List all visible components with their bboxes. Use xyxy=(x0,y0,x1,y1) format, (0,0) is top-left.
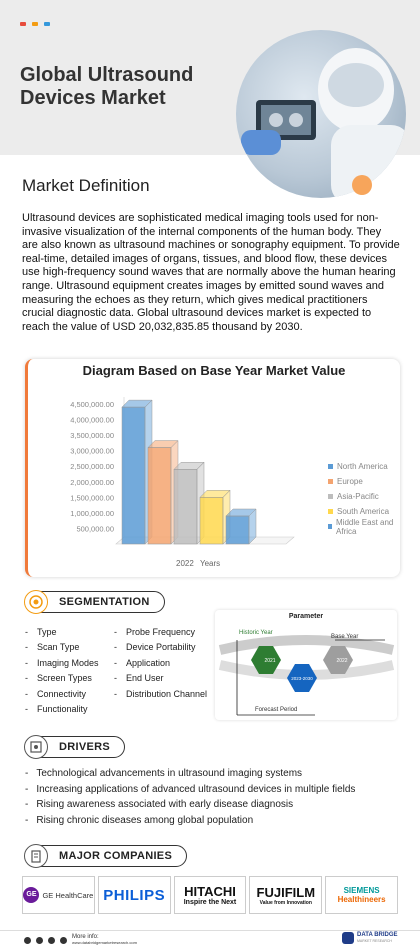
y-tick-label: 2,000,000.00 xyxy=(70,477,114,487)
list-item: - Device Portability xyxy=(114,640,207,656)
historic-year-label: Historic Year xyxy=(239,630,273,636)
legend-item xyxy=(328,489,400,504)
list-item: - Connectivity xyxy=(25,686,99,702)
philips-name: PHILIPS xyxy=(103,886,166,904)
legend-swatch xyxy=(328,464,333,469)
instagram-icon[interactable] xyxy=(60,937,67,944)
list-item: - Rising awareness associated with early disease diagnosis xyxy=(25,797,355,813)
segmentation-list-2 xyxy=(114,624,207,702)
y-tick-label: 3,000,000.00 xyxy=(70,446,114,456)
hitachi-tagline: Inspire the Next xyxy=(183,899,237,906)
list-item: - Type xyxy=(25,624,99,640)
page-title xyxy=(20,64,220,110)
footer-social xyxy=(24,934,137,946)
list-item: - End User xyxy=(114,671,207,687)
red-dot xyxy=(20,22,26,26)
siemens-logo xyxy=(325,876,398,914)
segmentation-title: SEGMENTATION xyxy=(30,591,165,613)
fujifilm-logo xyxy=(249,876,322,914)
orange-dot-small xyxy=(32,22,38,26)
parameter-diagram xyxy=(215,610,397,720)
footer-url[interactable]: www.databridgemarketresearch.com xyxy=(72,940,137,945)
ge-name: GE HealthCare xyxy=(42,890,94,900)
ge-healthcare-logo xyxy=(22,876,95,914)
data-bridge-icon xyxy=(342,932,354,944)
list-item: - Scan Type xyxy=(25,640,99,656)
legend-label: Middle East and Africa xyxy=(336,517,394,536)
footer-divider xyxy=(0,930,420,931)
list-item: - Screen Types xyxy=(25,671,99,687)
decorative-dots xyxy=(20,13,56,31)
legend-label: Europe xyxy=(337,477,363,486)
more-info-label: More info: xyxy=(72,934,99,940)
twitter-icon[interactable] xyxy=(48,937,55,944)
hex-forecast: 2023-2030 xyxy=(291,676,313,681)
x-axis-label: Years xyxy=(200,559,221,568)
list-item: - Rising chronic diseases among global population xyxy=(25,813,355,829)
bar-asia-pacific xyxy=(174,469,197,544)
list-item: - Probe Frequency xyxy=(114,624,207,640)
company-logos xyxy=(22,876,398,914)
legend-label: South America xyxy=(337,507,390,516)
chart-container xyxy=(25,359,400,577)
base-year-label: Base Year xyxy=(331,634,359,640)
drivers-header xyxy=(24,735,125,759)
siemens-tagline: Healthineers xyxy=(337,895,386,904)
fujifilm-name: FUJIFILM xyxy=(256,884,316,900)
legend-item xyxy=(328,459,400,474)
drivers-icon xyxy=(24,735,48,759)
legend-label: Asia-Pacific xyxy=(337,492,379,501)
facebook-icon[interactable] xyxy=(36,937,43,944)
data-bridge-logo xyxy=(342,932,398,944)
building-icon xyxy=(24,844,48,868)
siemens-name: SIEMENS xyxy=(343,886,380,895)
list-item: - Imaging Modes xyxy=(25,655,99,671)
legend-swatch xyxy=(328,494,333,499)
legend-item xyxy=(328,519,400,534)
title-line-2: Devices Market xyxy=(20,87,166,109)
forecast-period-label: Forecast Period xyxy=(255,707,298,713)
doctor-illustration xyxy=(236,30,406,198)
bar-north-america xyxy=(122,407,145,544)
target-icon xyxy=(24,590,48,614)
y-tick-label: 4,500,000.00 xyxy=(70,400,114,409)
hex-2022: 2022 xyxy=(336,658,348,664)
legend-swatch xyxy=(328,524,332,529)
y-tick-label: 1,000,000.00 xyxy=(70,508,114,518)
chart-legend xyxy=(328,459,400,534)
list-item: - Increasing applications of advanced ultrasound devices in multiple fields xyxy=(25,782,355,798)
orange-accent-dot xyxy=(352,175,372,195)
companies-header xyxy=(24,844,187,868)
market-definition-heading: Market Definition xyxy=(22,176,150,195)
bar-south-america xyxy=(200,497,223,544)
drivers-list xyxy=(25,766,355,828)
bar-middle-east-and-africa xyxy=(226,516,249,544)
y-tick-label: 500,000.00 xyxy=(76,524,114,534)
brand-name: DATA BRIDGE xyxy=(357,932,398,938)
brand-sub: MARKET RESEARCH xyxy=(357,939,392,943)
hero-photo xyxy=(236,30,406,198)
blue-dot xyxy=(44,22,50,26)
legend-swatch xyxy=(328,479,333,484)
segmentation-list-1 xyxy=(25,624,99,717)
hitachi-name: HITACHI xyxy=(184,884,236,899)
y-tick-label: 3,500,000.00 xyxy=(70,431,114,441)
philips-logo xyxy=(98,876,171,914)
companies-title: MAJOR COMPANIES xyxy=(30,845,187,867)
list-item: - Distribution Channel xyxy=(114,686,207,702)
fujifilm-tagline: Value from Innovation xyxy=(259,899,312,906)
drivers-title: DRIVERS xyxy=(30,736,125,758)
legend-item xyxy=(328,474,400,489)
list-item: - Functionality xyxy=(25,702,99,718)
hex-2021: 2021 xyxy=(264,658,276,664)
more-info-block xyxy=(72,934,137,946)
y-tick-label: 4,000,000.00 xyxy=(70,415,114,425)
title-line-1: Global Ultrasound xyxy=(20,64,194,86)
list-item: - Application xyxy=(114,655,207,671)
legend-label: North America xyxy=(337,462,388,471)
list-item: - Technological advancements in ultrasound imaging systems xyxy=(25,766,355,782)
market-definition-text: Ultrasound devices are sophisticated medical imaging tools used for non-invasive visualization of the internal components of the human body. They are also known as ultrasound machines or sonography equipment. To provide real-time, detailed images of organs, tissues, and blood flow, these devices use high-frequency sound waves that are normally above the human hearing range. Ultrasound equipment creates images by emitted sound waves and measuring the echoes as they return, which gives medical practitioners crucial diagnostic data. Global ultrasound devices market is expected to reach the value of USD 20,032,835.85 thousand by 2030. xyxy=(22,212,400,333)
hitachi-logo xyxy=(174,876,247,914)
chart-title: Diagram Based on Base Year Market Value xyxy=(82,363,346,378)
mail-icon[interactable] xyxy=(24,937,31,944)
parameter-hexagons xyxy=(215,610,397,720)
segmentation-header xyxy=(24,590,165,614)
y-tick-label: 2,500,000.00 xyxy=(70,462,114,472)
x-category-label: 2022 xyxy=(176,559,194,568)
ge-icon: GE xyxy=(23,887,39,903)
bar-europe xyxy=(148,448,171,544)
legend-swatch xyxy=(328,509,333,514)
y-tick-label: 1,500,000.00 xyxy=(70,493,114,503)
parameter-title: Parameter xyxy=(288,613,324,620)
